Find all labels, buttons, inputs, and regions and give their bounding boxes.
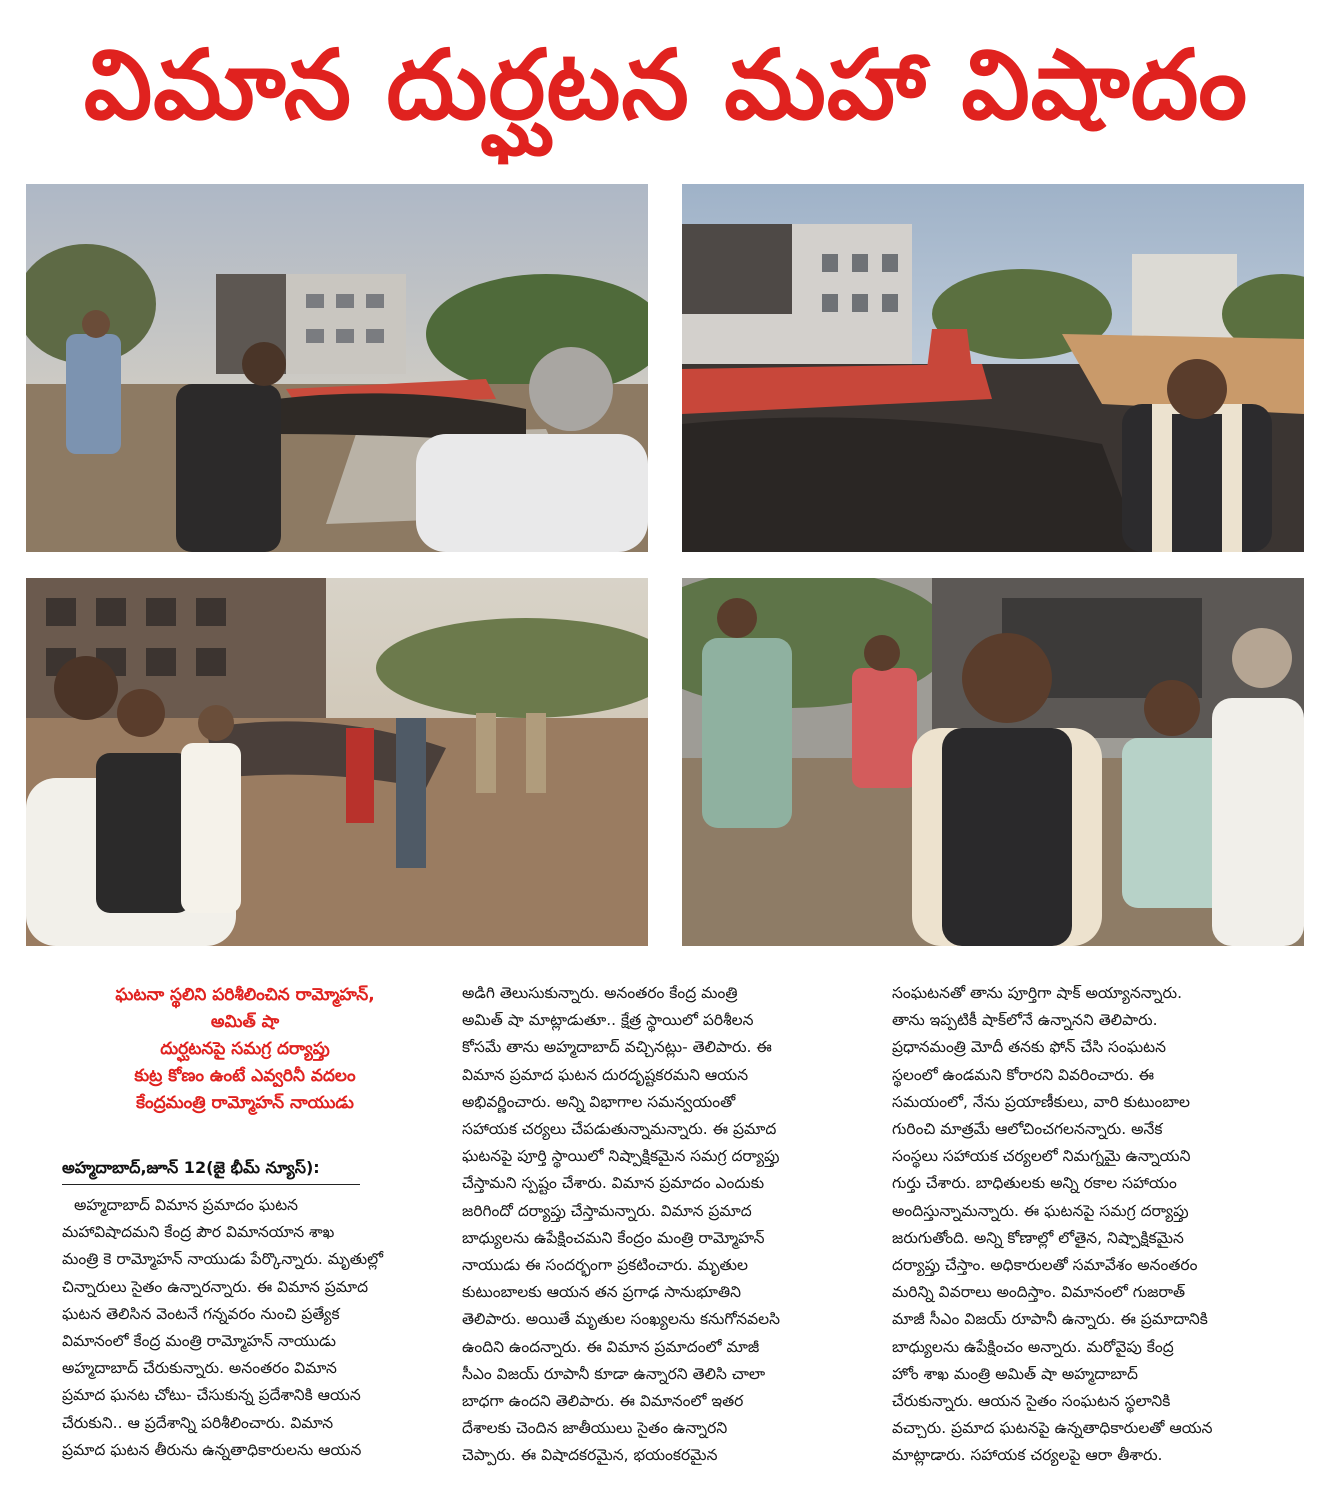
article-line: నాయుడు ఈ సందర్భంగా ప్రకటించారు. మృతుల — [462, 1256, 748, 1275]
article-line: ప్రమాద ఘటన తీరును ఉన్నతాధికారులను ఆయన — [62, 1440, 362, 1459]
dateline: అహ్మదాబాద్,జూన్ 12(జై భీమ్ న్యూస్): — [62, 1158, 320, 1177]
subheadline-line: దుర్ఘటనపై సమగ్ర దర్యాప్తు — [160, 1039, 330, 1059]
news-photo-2 — [682, 184, 1304, 552]
article-line: హోం శాఖ మంత్రి అమిత్ షా అహ్మదాబాద్ — [892, 1364, 1138, 1383]
article-line: వచ్చారు. ప్రమాద ఘటనపై ఉన్నతాధికారులతో ఆయన — [892, 1419, 1213, 1438]
article-line: తాను ఇప్పటికీ షాక్‌లోనే ఉన్నానని తెలిపారు. — [892, 1011, 1158, 1030]
article-column-1 — [62, 1192, 454, 1464]
article-line: మహావిషాదమని కేంద్ర పౌర విమానయాన శాఖ — [62, 1223, 335, 1242]
news-photo-1 — [26, 184, 648, 552]
article-line: ఘటనపై పూర్తి స్థాయిలో నిష్పాక్షికమైన సమగ్ర దర్యాప్తు — [462, 1147, 780, 1166]
article-line: సంఘటనతో తాను పూర్తిగా షాక్ అయ్యానన్నారు. — [892, 984, 1183, 1002]
article-line: తెలిపారు. అయితే మృతుల సంఖ్యలను కనుగోనవలసి — [462, 1310, 781, 1329]
article-line: కోసమే తాను అహ్మదాబాద్ వచ్చినట్లు- తెలిపారు. ఈ — [462, 1038, 772, 1057]
article-line: అభివర్ణించారు. అన్ని విభాగాల సమన్వయంతో — [462, 1092, 736, 1111]
article-line: చేస్తామని స్పష్టం చేశారు. విమాన ప్రమాదం ఎందుకు — [462, 1174, 765, 1193]
subheadline-line: కేంద్రమంత్రి రామ్మోహన్ నాయుడు — [136, 1093, 354, 1113]
article-line: స్థలంలో ఉండమని కోరారని వివరించారు. ఈ — [892, 1065, 1155, 1084]
subheadline-line: అమిత్ షా — [210, 1012, 280, 1032]
article-line: చేరుకున్నారు. ఆయన సైతం సంఘటన స్థలానికి — [892, 1392, 1171, 1411]
article-line: చెప్పారు. ఈ విషాదకరమైన, భయంకరమైన — [462, 1446, 718, 1465]
article-line: సంస్థలు సహాయక చర్యలలో నిమగ్నమై ఉన్నాయని — [892, 1147, 1191, 1166]
article-line: గుర్తు చేశారు. బాధితులకు అన్ని రకాల సహాయం — [892, 1174, 1177, 1193]
subheadline-line: ఘటనా స్థలిని పరిశీలించిన రామ్మోహన్, — [115, 985, 375, 1005]
article-line: మరిన్ని వివరాలు అందిస్తాం. విమానంలో గుజరాత్ — [892, 1283, 1186, 1302]
subheadline — [40, 982, 450, 1117]
article-line: గురించి మాత్రమే ఆలోచించగలనన్నారు. అనేక — [892, 1120, 1163, 1139]
article-line: బాధ్యులను ఉపేక్షించమని కేంద్రం మంత్రి రామ్మోహన్ — [462, 1228, 765, 1247]
article-line: విమానంలో కేంద్ర మంత్రి రామ్మోహన్ నాయుడు — [62, 1332, 336, 1351]
news-photo-3 — [26, 578, 648, 946]
news-photo-4 — [682, 578, 1304, 946]
article-line: కుటుంబాలకు ఆయన తన ప్రగాఢ సానుభూతిని — [462, 1283, 742, 1302]
article-line: చేరుకుని.. ఆ ప్రదేశాన్ని పరిశీలించారు. విమాన — [62, 1413, 334, 1432]
article-line: అడిగి తెలుసుకున్నారు. అనంతరం కేంద్ర మంత్రి — [462, 984, 738, 1002]
article-line: చిన్నారులు సైతం ఉన్నారన్నారు. ఈ విమాన ప్రమాద — [62, 1277, 369, 1296]
article-line: సమయంలో, నేను ప్రయాణీకులు, వారి కుటుంబాల — [892, 1092, 1190, 1111]
article-line: అమిత్ షా మాట్లాడుతూ.. క్షేత్ర స్థాయిలో పరిశీలన — [462, 1011, 754, 1030]
article-line: మాజీ సీఎం విజయ్ రూపానీ ఉన్నారు. ఈ ప్రమాదానికి — [892, 1310, 1208, 1329]
article-line: ఉందిని ఉందన్నారు. ఈ విమాన ప్రమాదంలో మాజీ — [462, 1337, 760, 1356]
article-line: అహ్మదాబాద్ విమాన ప్రమాదం ఘటన — [74, 1196, 299, 1214]
article-line: దర్యాప్తు చేస్తాం. అధికారులతో సమావేశం అనంతరం — [892, 1256, 1198, 1275]
subheadline-line: కుట్ర కోణం ఉంటే ఎవ్వరినీ వదలం — [134, 1066, 356, 1086]
article-line: బాధ్యులను ఉపేక్షించం అన్నారు. మరోవైపు కేంద్ర — [892, 1337, 1174, 1356]
headline: విమాన దుర్ఘటన మహా విషాదం — [83, 29, 1249, 141]
article-column-2 — [462, 980, 872, 1470]
article-line: ఘటన తెలిసిన వెంటనే గన్నవరం నుంచి ప్రత్యేక — [62, 1304, 340, 1323]
article-line: మంత్రి కె రామ్మోహన్ నాయుడు పేర్కొన్నారు. మృతుల్లో — [62, 1250, 384, 1269]
article-line: అందిస్తున్నామన్నారు. ఈ ఘటనపై సమగ్ర దర్యాప్తు — [892, 1201, 1189, 1220]
article-line: సహాయక చర్యలు చేపడుతున్నామన్నారు. ఈ ప్రమాద — [462, 1120, 777, 1139]
article-line: ప్రమాద ఘనట చోటు- చేసుకున్న ప్రదేశానికి ఆయన — [62, 1386, 361, 1405]
article-line: దేశాలకు చెందిన జాతీయులు సైతం ఉన్నారని — [462, 1419, 728, 1438]
article-line: జరుగుతోంది. అన్ని కోణాల్లో లోతైన, నిష్పాక్షికమైన — [892, 1228, 1184, 1247]
article-line: ప్రధానమంత్రి మోదీ తనకు ఫోన్ చేసి సంఘటన — [892, 1038, 1167, 1057]
article-line: సీఎం విజయ్ రూపానీ కూడా ఉన్నారని తెలిసి చాలా — [462, 1364, 766, 1383]
article-line: బాధగా ఉందని తెలిపారు. ఈ విమానంలో ఇతర — [462, 1392, 744, 1411]
dateline-divider — [62, 1184, 360, 1185]
article-column-3 — [892, 980, 1312, 1470]
article-line: అహ్మదాబాద్ చేరుకున్నారు. అనంతరం విమాన — [62, 1359, 337, 1378]
article-line: విమాన ప్రమాద ఘటన దురదృష్టకరమని ఆయన — [462, 1065, 749, 1084]
article-line: మాట్లాడారు. సహాయక చర్యలపై ఆరా తీశారు. — [892, 1446, 1163, 1465]
article-line: జరిగిందో దర్యాప్తు చేస్తామన్నారు. విమాన ప్రమాద — [462, 1201, 752, 1220]
